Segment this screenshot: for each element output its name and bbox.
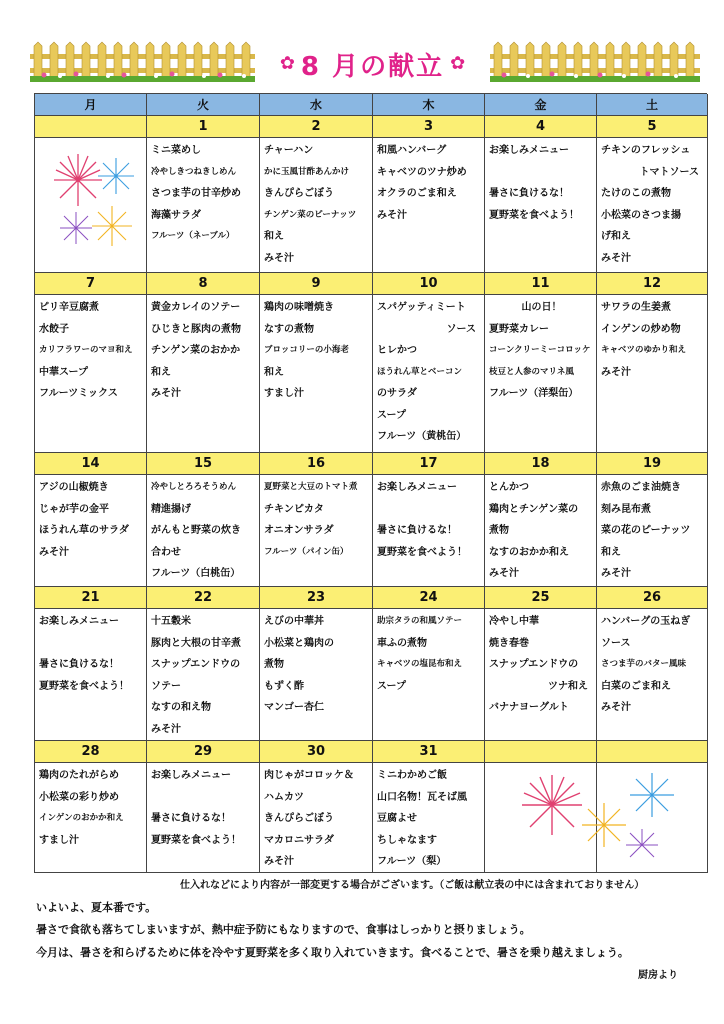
date-cell: 21 xyxy=(35,587,147,609)
weekday-header: 土 xyxy=(597,94,708,116)
menu-item: 冷やし中華 xyxy=(489,616,539,627)
menu-item: チンゲン菜のおかか xyxy=(151,345,241,356)
menu-cell xyxy=(35,475,147,587)
menu-row xyxy=(35,609,707,741)
menu-item: 夏野菜を食べよう！ xyxy=(39,680,129,692)
menu-item: スープ xyxy=(377,409,406,421)
menu-item: 煮物 xyxy=(489,525,509,536)
menu-item: 水餃子 xyxy=(39,323,69,335)
menu-item: 精進揚げ xyxy=(151,503,191,515)
menu-cell xyxy=(485,138,597,273)
menu-cell xyxy=(373,475,485,587)
fireworks-illustration xyxy=(492,765,692,865)
menu-item: 小松菜と鶏肉の xyxy=(264,637,334,649)
menu-row xyxy=(35,295,707,453)
date-row xyxy=(35,741,707,763)
menu-item: 和え xyxy=(151,366,171,378)
menu-cell xyxy=(597,138,708,273)
menu-item: みそ汁 xyxy=(601,702,631,713)
menu-item: 枝豆と人参のマリネ風 xyxy=(489,366,574,377)
menu-item: ほうれん草とベーコン xyxy=(377,366,463,377)
menu-cell xyxy=(373,138,485,273)
date-row xyxy=(35,587,707,609)
date-cell: 2 xyxy=(260,116,373,138)
menu-item: お楽しみメニュー xyxy=(151,770,231,781)
menu-cell xyxy=(35,763,147,873)
date-cell: 14 xyxy=(35,453,147,475)
disclaimer-note: 仕入れなどにより内容が一部変更する場合がございます。（ご飯は献立表の中には含まれておりません） xyxy=(180,880,645,891)
date-cell: 16 xyxy=(260,453,373,475)
menu-item: チャーハン xyxy=(264,145,314,156)
menu-item: チキンピカタ xyxy=(264,503,324,515)
menu-item: じゃが芋の金平 xyxy=(39,503,109,515)
menu-item: ツナ和え xyxy=(548,680,588,692)
menu-cell xyxy=(485,609,597,741)
date-cell: 30 xyxy=(260,741,373,763)
menu-item: なすの和え物 xyxy=(151,702,211,713)
menu-item: 和風ハンバーグ xyxy=(377,145,447,156)
menu-item: 和え xyxy=(264,231,284,242)
message-line: 今月は、暑さを和らげるために体を冷やす夏野菜を多く取り入れていきます。食べることで、暑さを乗り越えましょう。 xyxy=(36,946,629,959)
date-cell: 17 xyxy=(373,453,485,475)
menu-item: ブロッコリーの小海老 xyxy=(264,345,349,355)
menu-cell xyxy=(597,295,708,453)
weekday-header: 木 xyxy=(373,94,485,116)
menu-item: マカロニサラダ xyxy=(264,834,334,846)
fence-right-decoration xyxy=(490,40,700,82)
menu-cell xyxy=(147,609,260,741)
menu-item: げ和え xyxy=(601,231,631,242)
menu-cell xyxy=(373,295,485,453)
menu-item: 鶏肉のたれがらめ xyxy=(39,770,119,781)
menu-item xyxy=(151,787,257,809)
date-cell: 1 xyxy=(147,116,260,138)
date-row xyxy=(35,273,707,295)
menu-item: フルーツ（ネーブル） xyxy=(151,231,235,241)
menu-cell xyxy=(260,138,373,273)
menu-item: えびの中華丼 xyxy=(264,616,324,627)
weekday-header-row xyxy=(35,94,707,116)
weekday-header: 金 xyxy=(485,94,597,116)
menu-item: フルーツ（パイン缶） xyxy=(264,546,349,557)
menu-item: ちしゃなます xyxy=(377,834,437,846)
menu-item: チキンのフレッシュ xyxy=(601,145,691,156)
date-cell xyxy=(35,116,147,138)
menu-item: キャベツの塩昆布和え xyxy=(377,659,463,669)
menu-item: 和え xyxy=(264,366,284,378)
menu-item: フルーツ（黄桃缶） xyxy=(377,431,467,442)
menu-item: 黄金カレイのソテー xyxy=(151,302,241,313)
flower-icon: ✿ xyxy=(279,53,295,74)
menu-item: ほうれん草のサラダ xyxy=(39,525,129,536)
menu-item: きんぴらごぼう xyxy=(264,813,334,824)
menu-item: お楽しみメニュー xyxy=(39,616,119,627)
menu-item: みそ汁 xyxy=(601,366,631,378)
menu-item: すまし汁 xyxy=(264,388,304,399)
menu-item: みそ汁 xyxy=(264,856,294,867)
menu-item: チンゲン菜のピーナッツ xyxy=(264,209,357,220)
menu-item: 車ふの煮物 xyxy=(377,637,427,649)
menu-item: スナップエンドウの xyxy=(489,659,579,670)
weekday-header: 水 xyxy=(260,94,373,116)
date-cell: 9 xyxy=(260,273,373,295)
menu-cell xyxy=(147,763,260,873)
menu-item: オクラのごま和え xyxy=(377,188,457,199)
menu-item: さつま芋の甘辛炒め xyxy=(151,188,241,199)
menu-item: 白菜のごま和え xyxy=(601,680,671,692)
menu-item: ミニ菜めし xyxy=(151,145,201,156)
menu-item: 夏野菜を食べよう！ xyxy=(151,834,241,846)
date-cell: 23 xyxy=(260,587,373,609)
menu-item: 海藻サラダ xyxy=(151,209,201,221)
fence-left-decoration xyxy=(30,40,255,82)
menu-item: みそ汁 xyxy=(601,252,631,264)
date-cell: 26 xyxy=(597,587,708,609)
menu-item: キャベツのツナ炒め xyxy=(377,166,467,178)
menu-cell xyxy=(373,609,485,741)
date-cell: 19 xyxy=(597,453,708,475)
date-cell xyxy=(485,741,597,763)
date-cell: 15 xyxy=(147,453,260,475)
flower-icon: ✿ xyxy=(450,53,466,74)
weekday-header: 月 xyxy=(35,94,147,116)
menu-item: みそ汁 xyxy=(489,568,519,579)
menu-item: トマトソース xyxy=(639,166,699,178)
menu-item: 焼き春巻 xyxy=(489,637,529,649)
menu-item: なすのおかか和え xyxy=(489,546,569,558)
menu-item: みそ汁 xyxy=(601,568,631,579)
menu-item: スナップエンドウの xyxy=(151,659,241,670)
menu-item: かに玉風甘酢あんかけ xyxy=(264,166,350,177)
date-cell: 12 xyxy=(597,273,708,295)
menu-item: お楽しみメニュー xyxy=(489,145,569,156)
menu-item: 暑さに負けるな！ xyxy=(39,659,119,670)
menu-cell xyxy=(260,763,373,873)
menu-row xyxy=(35,475,707,587)
menu-item: 助宗タラの和風ソテー xyxy=(377,616,463,626)
menu-item: フルーツ（洋梨缶） xyxy=(489,388,579,399)
date-cell: 22 xyxy=(147,587,260,609)
menu-cell xyxy=(260,295,373,453)
menu-item: サワラの生姜煮 xyxy=(601,302,671,313)
date-cell: 7 xyxy=(35,273,147,295)
menu-cell xyxy=(147,138,260,273)
date-cell: 28 xyxy=(35,741,147,763)
menu-item: スパゲッティミート xyxy=(377,302,466,313)
menu-item: なすの煮物 xyxy=(264,323,314,335)
menu-item: ピリ辛豆腐煮 xyxy=(39,302,99,313)
menu-item: 肉じゃがコロッケ＆ xyxy=(264,770,354,781)
menu-item: インゲンの炒め物 xyxy=(601,323,681,335)
menu-item: お楽しみメニュー xyxy=(377,482,457,493)
menu-item: さつま芋のバター風味 xyxy=(601,659,687,669)
menu-item xyxy=(377,499,482,521)
menu-item: みそ汁 xyxy=(151,388,181,399)
menu-item: 暑さに負けるな！ xyxy=(489,188,569,199)
date-cell: 25 xyxy=(485,587,597,609)
menu-cell xyxy=(597,609,708,741)
page-title: 8 月の献立 xyxy=(300,51,445,82)
menu-item: カリフラワーのマヨ和え xyxy=(39,345,133,355)
menu-item: 暑さに負けるな！ xyxy=(151,813,231,824)
fireworks-illustration xyxy=(40,140,140,260)
menu-cell xyxy=(485,295,597,453)
menu-item: 暑さに負けるな！ xyxy=(377,525,457,536)
menu-item: きんぴらごぼう xyxy=(264,188,334,199)
menu-item: 小松菜のさつま揚 xyxy=(601,209,681,221)
menu-item: 豆腐よせ xyxy=(377,813,417,824)
menu-item xyxy=(489,162,594,184)
menu-item: 豚肉と大根の甘辛煮 xyxy=(151,637,241,649)
menu-item: みそ汁 xyxy=(264,252,294,264)
date-cell: 11 xyxy=(485,273,597,295)
menu-item: オニオンサラダ xyxy=(264,525,334,536)
menu-item: 十五穀米 xyxy=(151,616,191,627)
menu-item: 鶏肉とチンゲン菜の xyxy=(489,503,579,515)
menu-item: ソテー xyxy=(151,680,181,692)
menu-item: スープ xyxy=(377,680,406,692)
menu-cell xyxy=(147,475,260,587)
menu-item: フルーツミックス xyxy=(39,388,118,399)
date-cell: 3 xyxy=(373,116,485,138)
menu-item: 冷やしとろろそうめん xyxy=(151,482,237,492)
menu-item: みそ汁 xyxy=(151,723,181,735)
menu-item: とんかつ xyxy=(489,482,529,493)
date-row xyxy=(35,453,707,475)
menu-item: 刻み昆布煮 xyxy=(601,503,651,515)
message-line: 暑さで食欲も落ちてしまいますが、熱中症予防にもなりますので、食事はしっかりと摂りましょう。 xyxy=(36,923,531,936)
menu-item: 鶏肉の味噌焼き xyxy=(264,302,334,313)
menu-cell xyxy=(260,475,373,587)
menu-item: 夏野菜カレー xyxy=(489,323,549,335)
menu-item: コーンクリーミーコロッケ xyxy=(489,345,591,355)
weekday-header: 火 xyxy=(147,94,260,116)
menu-item: たけのこの煮物 xyxy=(601,188,671,199)
menu-item: マンゴー杏仁 xyxy=(264,702,324,713)
date-row xyxy=(35,116,707,138)
menu-cell xyxy=(373,763,485,873)
menu-cell xyxy=(597,475,708,587)
menu-item: すまし汁 xyxy=(39,834,79,846)
menu-item: ヒレかつ xyxy=(377,345,417,356)
menu-cell xyxy=(485,475,597,587)
menu-item: がんもと野菜の炊き xyxy=(151,525,241,536)
page-header xyxy=(30,38,700,88)
menu-item: 菜の花のピーナッツ xyxy=(601,525,691,536)
menu-item: 山口名物！瓦そば風 xyxy=(377,791,467,803)
menu-item: ソース xyxy=(446,323,476,335)
date-cell: 8 xyxy=(147,273,260,295)
menu-item: 赤魚のごま油焼き xyxy=(601,482,681,493)
signature: 厨房より xyxy=(638,970,678,981)
date-cell: 4 xyxy=(485,116,597,138)
menu-item: キャベツのゆかり和え xyxy=(601,345,687,355)
menu-item: フルーツ（白桃缶） xyxy=(151,568,241,579)
menu-item: 小松菜の彩り炒め xyxy=(39,791,119,803)
menu-cell xyxy=(147,295,260,453)
menu-item: 中華スープ xyxy=(39,366,88,378)
menu-item: フルーツ（梨） xyxy=(377,856,447,867)
menu-item: のサラダ xyxy=(377,388,417,399)
menu-item: ひじきと豚肉の煮物 xyxy=(151,323,241,335)
date-cell: 18 xyxy=(485,453,597,475)
menu-item: みそ汁 xyxy=(377,209,407,221)
menu-item: ハンバーグの玉ねぎ xyxy=(601,616,691,627)
menu-item xyxy=(39,633,144,655)
date-cell: 29 xyxy=(147,741,260,763)
menu-cell xyxy=(35,609,147,741)
date-cell xyxy=(597,741,708,763)
message-line: いよいよ、夏本番です。 xyxy=(36,901,157,914)
menu-item: 夏野菜を食べよう！ xyxy=(489,209,579,221)
menu-item: 夏野菜と大豆のトマト煮 xyxy=(264,482,358,492)
menu-item: みそ汁 xyxy=(39,546,69,558)
menu-item: ハムカツ xyxy=(264,791,304,803)
menu-cell xyxy=(260,609,373,741)
menu-item: 合わせ xyxy=(151,546,181,558)
menu-item: ミニわかめご飯 xyxy=(377,770,447,781)
menu-item: ソース xyxy=(601,637,631,649)
menu-item: 夏野菜を食べよう！ xyxy=(377,546,467,558)
menu-item: 山の日！ xyxy=(521,302,562,313)
menu-item: 和え xyxy=(601,546,621,558)
menu-cell xyxy=(35,295,147,453)
menu-item: バナナヨーグルト xyxy=(489,702,569,713)
date-cell: 10 xyxy=(373,273,485,295)
date-cell: 24 xyxy=(373,587,485,609)
title-block xyxy=(260,46,485,82)
date-cell: 31 xyxy=(373,741,485,763)
menu-item: 冷やしきつねきしめん xyxy=(151,166,237,177)
menu-item: 煮物 xyxy=(264,659,284,670)
menu-item: もずく酢 xyxy=(264,680,304,692)
menu-item: インゲンのおかか和え xyxy=(39,813,124,823)
menu-item: アジの山椒焼き xyxy=(39,482,109,493)
date-cell: 5 xyxy=(597,116,708,138)
